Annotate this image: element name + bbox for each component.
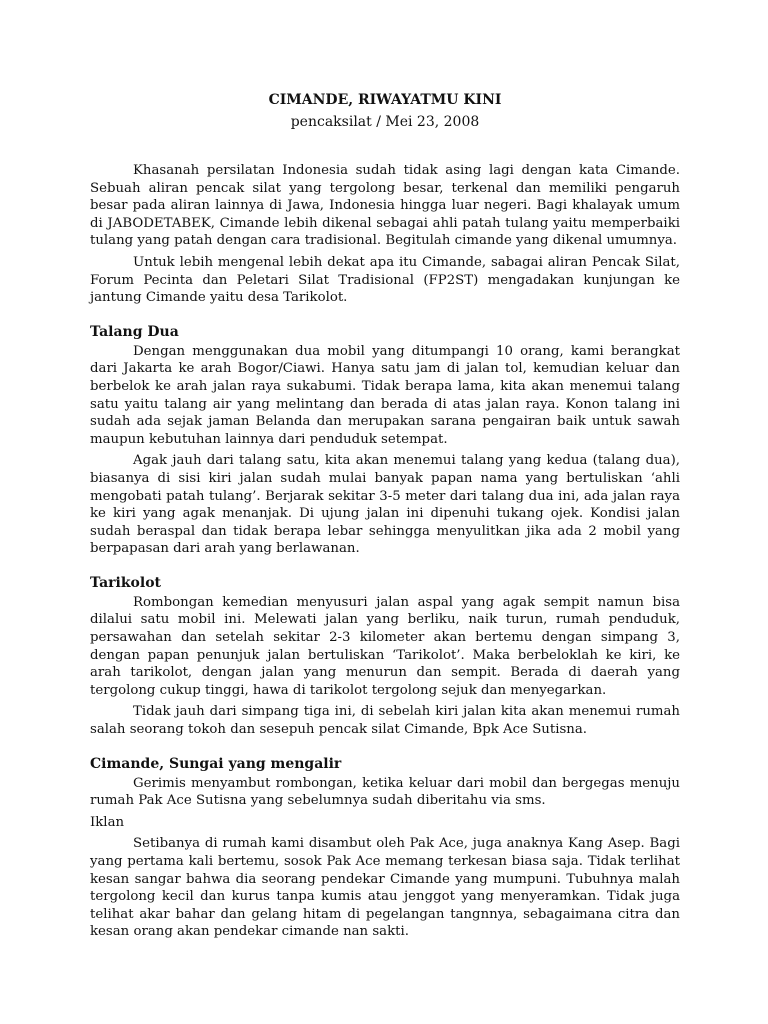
- intro-paragraph-1: Khasanah persilatan Indonesia sudah tidak asing lagi dengan kata Cimande. Sebuah aliran pencak silat yang tergolong besar, terkenal dan memiliki pengaruh besar pada aliran lainnya di Jawa, Indonesia hingga luar negeri. Bagi khalayak umum di JABODETABEK, Cimande lebih dikenal sebagai ahli patah tulang yaitu memperbaiki tulang yang patah dengan cara tradisional. Begitulah cimande yang dikenal umumnya.: [90, 163, 680, 249]
- intro-paragraph-2: Untuk lebih mengenal lebih dekat apa itu Cimande, sabagai aliran Pencak Silat, Forum Pecinta dan Peletari Silat Tradisional (FP2ST) mengadakan kunjungan ke jantung Cimande yaitu desa Tarikolot.: [90, 254, 680, 306]
- section-tarikolot: [90, 574, 680, 739]
- section-heading: Talang Dua: [90, 323, 179, 340]
- section-paragraph: Rombongan kemedian menyusuri jalan aspal yang agak sempit namun bisa dilalui satu mobil ini. Melewati jalan yang berliku, naik turun, rumah penduduk, persawahan dan setelah sekitar 2-3 kilometer akan bertemu dengan simpang 3, dengan papan penunjuk jalan bertuliskan ‘Tarikolot’. Maka berbeloklah ke kiri, ke arah tarikolot, dengan jalan yang menurun dan sempit. Berada di daerah yang tergolong cukup tinggi, hawa di tarikolot tergolong sejuk dan menyegarkan.: [90, 594, 680, 698]
- section-paragraph: Gerimis menyambut rombongan, ketika keluar dari mobil dan bergegas menuju rumah Pak Ace Sutisna yang sebelumnya sudah diberitahu via sms.: [90, 775, 680, 809]
- section-paragraph: Tidak jauh dari simpang tiga ini, di sebelah kiri jalan kita akan menemui rumah salah seorang tokoh dan sesepuh pencak silat Cimande, Bpk Ace Sutisna.: [90, 704, 680, 738]
- section-paragraph: Dengan menggunakan dua mobil yang ditumpangi 10 orang, kami berangkat dari Jakarta ke arah Bogor/Ciawi. Hanya satu jam di jalan tol, kemudian keluar dan berbelok ke arah jalan raya sukabumi. Tidak berapa lama, kita akan menemui talang satu yaitu talang air yang melintang dan berada di atas jalan raya. Konon talang ini sudah ada sejak jaman Belanda dan merupakan sarana pengairan baik untuk sawah maupun kebutuhan lainnya dari penduduk setempat.: [90, 343, 680, 447]
- section-paragraph: Agak jauh dari talang satu, kita akan menemui talang yang kedua (talang dua), biasanya di sisi kiri jalan sudah mulai banyak papan nama yang bertuliskan ‘ahli mengobati patah tulang’. Berjarak sekitar 3-5 meter dari talang dua ini, ada jalan raya ke kiri yang agak menanjak. Di ujung jalan ini dipenuhi tukang ojek. Kondisi jalan sudah beraspal dan tidak berapa lebar sehingga menyulitkan jika ada 2 mobil yang berpapasan dari arah yang berlawanan.: [90, 453, 680, 557]
- section-heading: Cimande, Sungai yang mengalir: [90, 755, 342, 772]
- ad-label: Iklan: [90, 814, 125, 830]
- section-talang-dua: [90, 323, 680, 558]
- section-paragraph: Setibanya di rumah kami disambut oleh Pak Ace, juga anaknya Kang Asep. Bagi yang pertama kali bertemu, sosok Pak Ace memang terkesan biasa saja. Tidak terlihat kesan sangar bahwa dia seorang pendekar Cimande yang mumpuni. Tubuhnya malah tergolong kecil dan kurus tanpa kumis atau jenggot yang menyeramkan. Tidak juga telihat akar bahar dan gelang hitam di pegelangan tangnnya, sebagaimana citra dan kesan orang akan pendekar cimande nan sakti.: [90, 836, 680, 940]
- section-heading: Tarikolot: [90, 574, 162, 591]
- document-subtitle: pencaksilat / Mei 23, 2008: [290, 114, 480, 130]
- document-title: CIMANDE, RIWAYATMU KINI: [268, 92, 502, 108]
- section-cimande: [90, 755, 680, 941]
